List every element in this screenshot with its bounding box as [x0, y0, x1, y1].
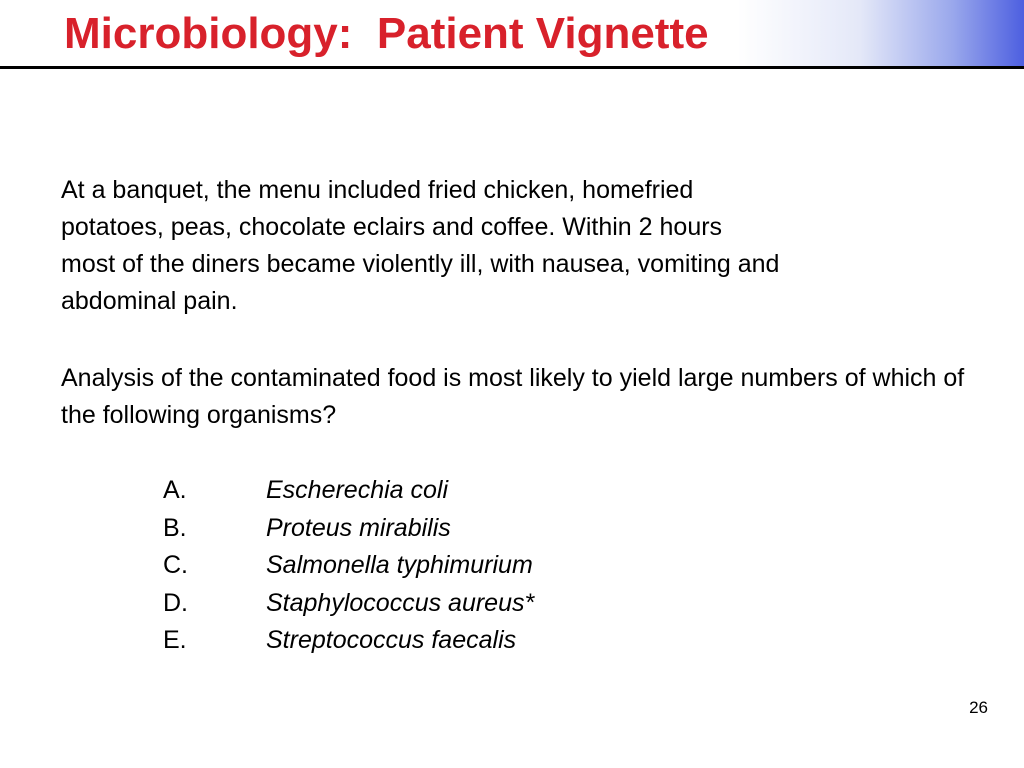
answer-option-e [163, 622, 534, 660]
option-letter: E. [163, 626, 187, 654]
title-divider [0, 66, 1024, 69]
answer-option-d [163, 585, 534, 623]
option-text: Proteus mirabilis [266, 513, 451, 542]
option-text: Staphylococcus aureus* [266, 588, 535, 617]
answer-option-c [163, 547, 534, 585]
vignette-paragraph: At a banquet, the menu included fried chicken, homefried potatoes, peas, chocolate eclairs and coffee. Within 2 hours most of the diners became violently ill, with nausea, vomiting and abdominal pain. [61, 176, 780, 315]
option-letter: A. [163, 476, 187, 504]
option-text: Salmonella typhimurium [266, 551, 533, 579]
option-letter: D. [163, 588, 188, 617]
slide-title: Microbiology: Patient Vignette [64, 9, 709, 58]
answer-options-list [163, 472, 534, 660]
option-letter: C. [163, 551, 188, 579]
question-paragraph: Analysis of the contaminated food is most likely to yield large numbers of which of the following organisms? [61, 364, 965, 429]
option-text: Streptococcus faecalis [266, 626, 517, 654]
answer-option-a [163, 472, 534, 510]
page-number: 26 [969, 698, 988, 717]
answer-option-b [163, 510, 534, 548]
option-text: Escherechia coli [266, 476, 449, 504]
option-letter: B. [163, 513, 187, 542]
